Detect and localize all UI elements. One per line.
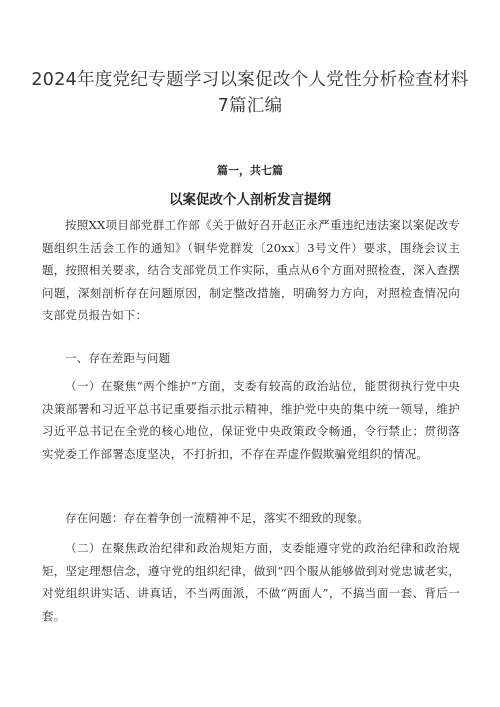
paragraph-existing-problem: 存在问题：存在着争创一流精神不足，落实不细致的现象。 — [65, 511, 370, 525]
paragraph-political-discipline: （二）在聚焦政治纪律和政治规矩方面，支委能遵守党的政治纪律和政治规矩，坚定理想信念，遵守党的组织纪律，做到“四个服从能够做到对党忠诚老实，对党组织讲实话、讲真话，不当两面派，不做“两面人”，不搞当面一套、背后一套。 — [42, 541, 460, 623]
section-heading: 篇一，共七篇 — [217, 164, 283, 177]
paragraph-two-safeguards: （一）在聚焦“两个维护”方面，支委有较高的政治站位，能贯彻执行党中央决策部署和习近平总书记重要指示批示精神，维护党中央的集中统一领导，维护习近平总书记在全党的核心地位，保证党中央政策政令畅通，令行禁止；贯彻落实党委工作部署态度坚决，不打折扣，不存在弄虚作假欺骗党组织的情况。 — [42, 379, 460, 461]
paragraph-subheading-problems: 一、存在差距与问题 — [65, 351, 171, 365]
speech-title: 以案促改个人剖析发言提纲 — [169, 192, 331, 208]
paragraph-intro: 按照XX项目部党群工作部《关于做好召开赵正永严重违纪违法案以案促改专题组织生活会工作的通知》（铜华党群发〔20xx〕3号文件）要求，围绕会议主题，按照相关要求，结合支部党员工作实际，重点从6个方面对照检查，深入查摆问题，深刻剖析存在问题原因，制定整改措施，明确努力方向，对照检查情况向支部党员报告如下： — [42, 218, 460, 322]
document-title: 2024年度党纪专题学习以案促改个人党性分析检查材料7篇汇编 — [31, 70, 469, 116]
